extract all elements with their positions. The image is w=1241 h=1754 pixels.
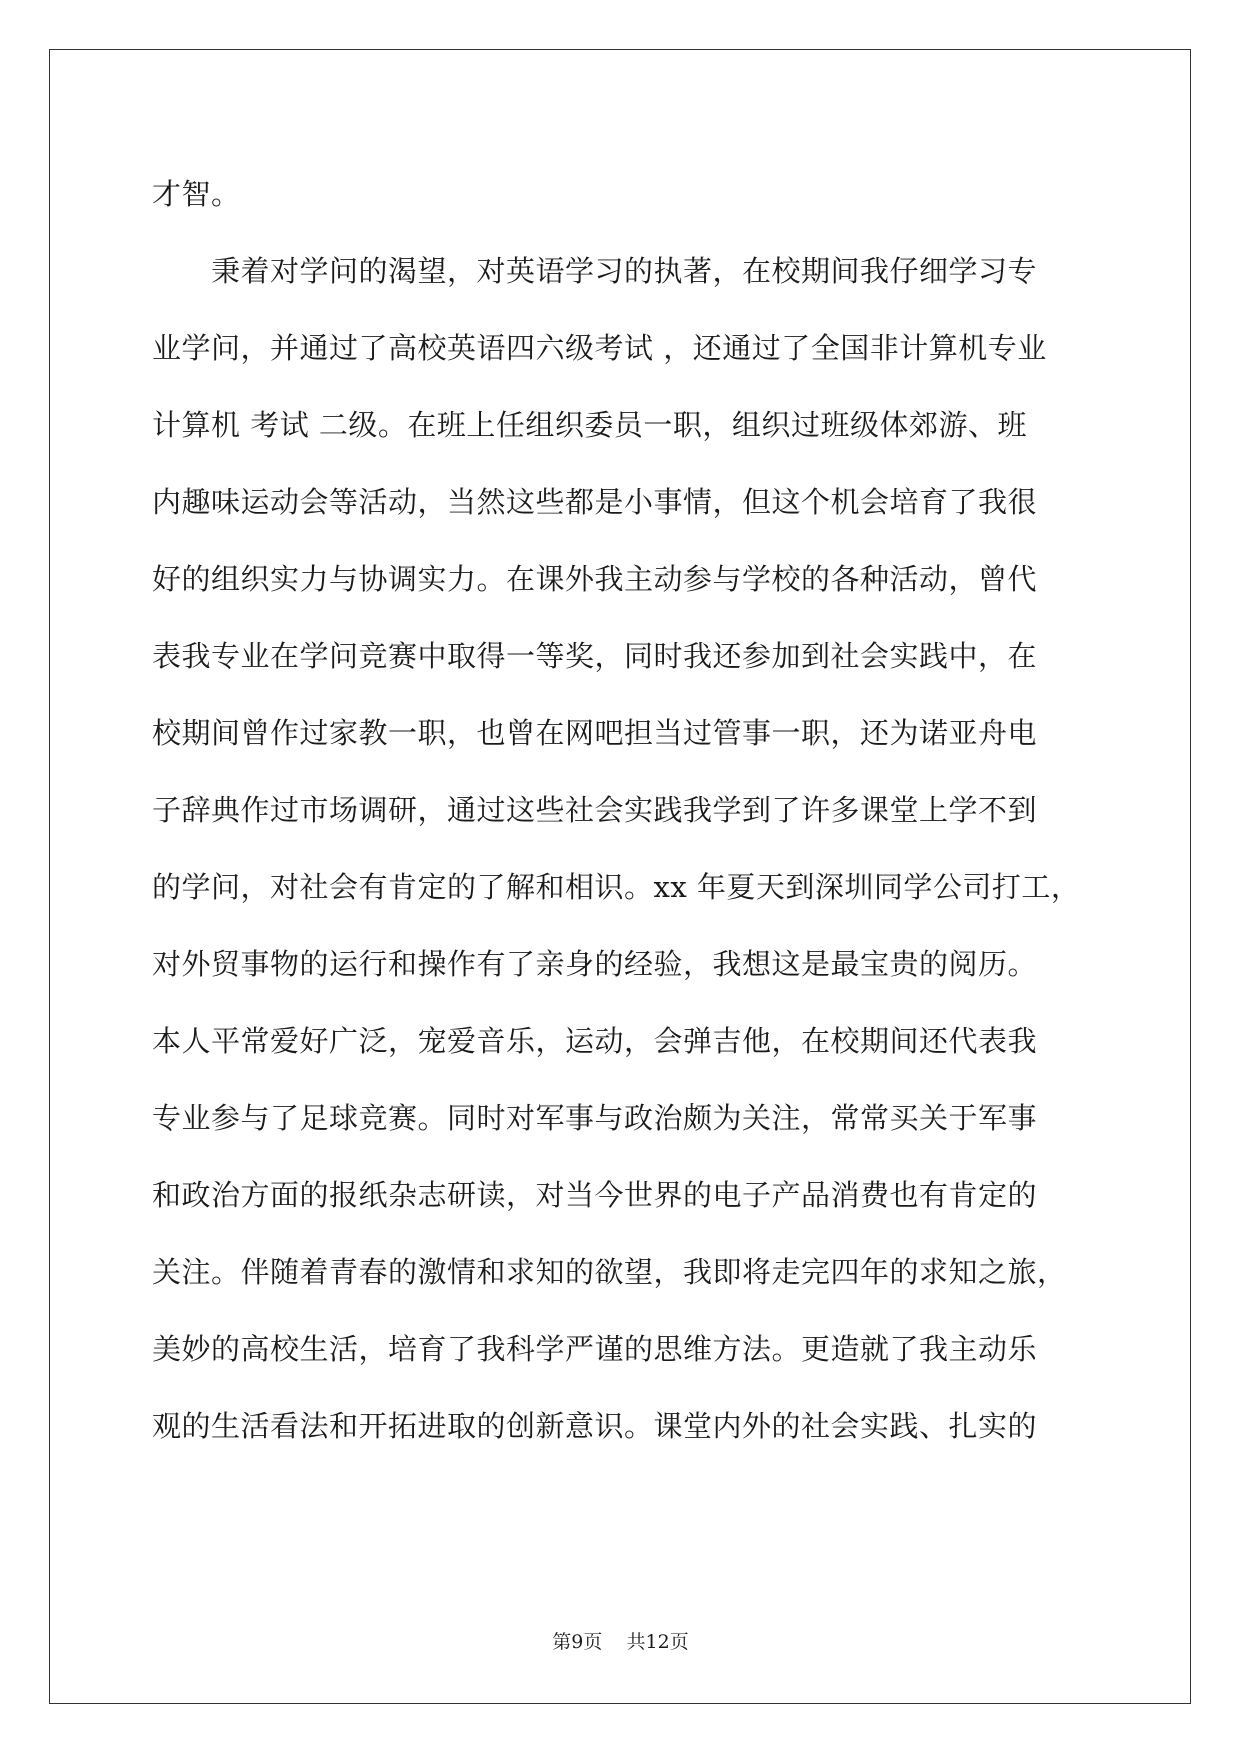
- text-line: 好的组织实力与协调实力。在课外我主动参与学校的各种活动，曾代: [152, 562, 1038, 596]
- text-line: 关注。伴随着青春的激情和求知的欲望，我即将走完四年的求知之旅，: [152, 1255, 1067, 1289]
- text-line: 本人平常爱好广泛，宠爱音乐，运动，会弹吉他，在校期间还代表我: [152, 1024, 1038, 1058]
- text-line: 计算机 考试 二级。在班上任组织委员一职，组织过班级体郊游、班: [152, 408, 1027, 442]
- text-line: 和政治方面的报纸杂志研读，对当今世界的电子产品消费也有肯定的: [152, 1178, 1038, 1212]
- text-line: 对外贸事物的运行和操作有了亲身的经验，我想这是最宝贵的阅历。: [152, 947, 1038, 981]
- text-line: 校期间曾作过家教一职，也曾在网吧担当过管事一职，还为诺亚舟电: [152, 716, 1038, 750]
- text-line: 观的生活看法和开拓进取的创新意识。课堂内外的社会实践、扎实的: [152, 1409, 1038, 1443]
- text-line: 专业参与了足球竞赛。同时对军事与政治颇为关注，常常买关于军事: [152, 1101, 1038, 1135]
- text-line: 美妙的高校生活，培育了我科学严谨的思维方法。更造就了我主动乐: [152, 1332, 1038, 1366]
- text-line: 秉着对学问的渴望，对英语学习的执著，在校期间我仔细学习专: [152, 254, 1038, 288]
- page-number-footer: 第9页 共12页: [552, 1631, 689, 1653]
- text-line: 子辞典作过市场调研，通过这些社会实践我学到了许多课堂上学不到: [152, 793, 1038, 827]
- text-line: 才智。: [152, 177, 241, 211]
- text-line: 内趣味运动会等活动，当然这些都是小事情，但这个机会培育了我很: [152, 485, 1038, 519]
- text-line: 的学问，对社会有肯定的了解和相识。xx 年夏天到深圳同学公司打工，: [152, 870, 1081, 904]
- text-line: 业学问，并通过了高校英语四六级考试 ，还通过了全国非计算机专业: [152, 331, 1047, 365]
- text-line: 表我专业在学问竞赛中取得一等奖，同时我还参加到社会实践中，在: [152, 639, 1038, 673]
